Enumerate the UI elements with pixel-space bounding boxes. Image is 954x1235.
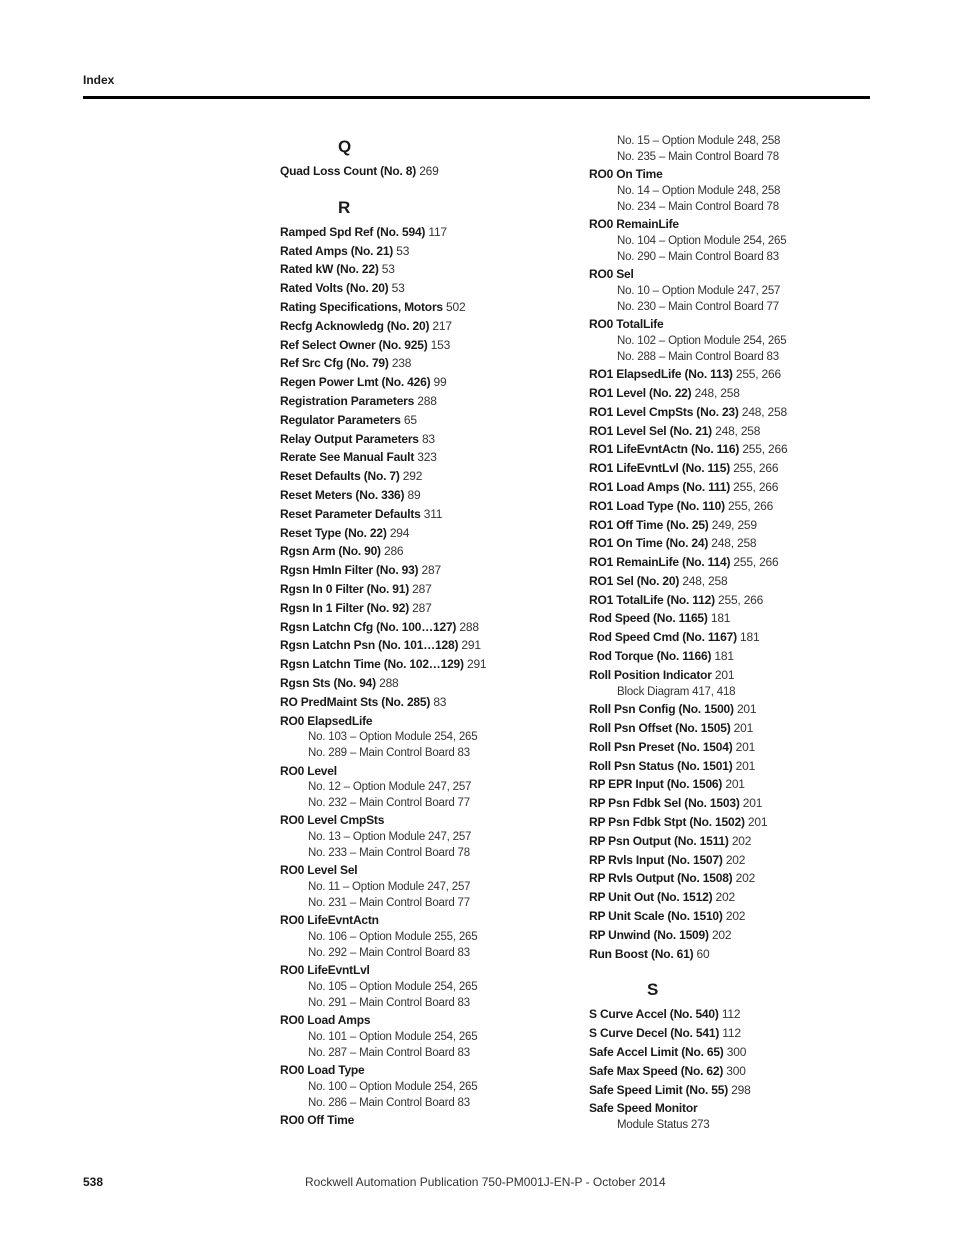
index-pages: 53 xyxy=(391,281,405,296)
index-pages: 248, 258 xyxy=(711,536,757,551)
letter-heading-q: Q xyxy=(338,137,352,156)
index-group xyxy=(589,315,879,365)
index-group xyxy=(280,1111,580,1130)
index-pages: 202 xyxy=(725,909,746,924)
index-subentry: No. 230 – Main Control Board 77 xyxy=(617,300,779,313)
index-entry xyxy=(280,542,580,561)
index-term: Recfg Acknowledg (No. 20) xyxy=(280,318,430,333)
index-subentry: No. 291 – Main Control Board 83 xyxy=(308,996,470,1009)
index-pages: 202 xyxy=(715,890,735,905)
index-entry xyxy=(280,674,580,693)
letter-heading-r: R xyxy=(338,197,351,217)
index-subentry: No. 106 – Option Module 255, 265 xyxy=(308,931,478,944)
index-entry xyxy=(280,467,580,486)
ro0-groups xyxy=(589,134,879,365)
index-group xyxy=(589,134,879,165)
index-entry xyxy=(280,242,580,261)
index-pages: 112 xyxy=(721,1007,741,1022)
index-pages: 292 xyxy=(402,469,423,484)
index-column-right xyxy=(589,134,879,1134)
index-entry xyxy=(280,655,580,674)
index-term: S Curve Accel (No. 540) xyxy=(589,1007,719,1022)
index-term: Roll Psn Status (No. 1501) xyxy=(589,758,733,773)
index-term: RP Psn Output (No. 1511) xyxy=(589,833,729,848)
index-pages: 287 xyxy=(421,563,441,578)
index-entry xyxy=(280,279,580,298)
index-entry xyxy=(280,1111,580,1130)
ro1-entries xyxy=(589,365,879,685)
index-term: Roll Psn Preset (No. 1504) xyxy=(589,739,733,754)
index-entry xyxy=(280,354,580,373)
index-pages: 201 xyxy=(735,758,756,773)
index-group xyxy=(280,861,580,911)
index-term: Reset Type (No. 22) xyxy=(280,525,387,540)
index-entry xyxy=(280,336,580,355)
index-term: Quad Loss Count (No. 8) xyxy=(280,164,417,178)
index-term: RO0 Sel xyxy=(589,267,634,282)
index-subentry: No. 14 – Option Module 248, 258 xyxy=(617,184,781,197)
index-term: Rgsn HmIn Filter (No. 93) xyxy=(280,563,419,578)
index-term: Rgsn In 1 Filter (No. 92) xyxy=(280,600,410,615)
index-entry xyxy=(280,762,580,781)
index-term: RO1 Off Time (No. 25) xyxy=(589,517,709,532)
s-entries xyxy=(589,1005,879,1118)
letter-heading-s: S xyxy=(647,980,659,1000)
index-pages: 300 xyxy=(726,1063,746,1078)
index-entry xyxy=(589,757,879,776)
index-entry xyxy=(280,712,580,731)
index-entry xyxy=(589,591,879,610)
publication-info: Rockwell Automation Publication 750-PM001J-EN-P - October 2014 xyxy=(305,1175,666,1189)
index-entry xyxy=(280,961,580,980)
index-group xyxy=(280,911,580,961)
index-term: RO1 Load Amps (No. 111) xyxy=(589,479,730,494)
index-term: RO1 Level Sel (No. 21) xyxy=(589,423,712,438)
index-pages: 238 xyxy=(391,356,412,371)
index-term: RO1 Sel (No. 20) xyxy=(589,573,680,588)
index-subentry: No. 100 – Option Module 254, 265 xyxy=(308,1081,478,1094)
index-pages: 181 xyxy=(714,649,734,664)
index-subentry: No. 231 – Main Control Board 77 xyxy=(308,896,470,909)
index-term: RP Unit Scale (No. 1510) xyxy=(589,909,723,924)
index-term: RO0 ElapsedLife xyxy=(280,713,373,728)
index-entry xyxy=(589,738,879,757)
index-pages: 181 xyxy=(740,630,760,645)
index-pages: 117 xyxy=(428,224,447,239)
index-entry xyxy=(589,907,879,926)
index-pages: 288 xyxy=(459,619,479,634)
index-subentry: No. 104 – Option Module 254, 265 xyxy=(617,234,787,247)
index-term: RO0 Level Sel xyxy=(280,863,358,878)
index-term: RO0 TotalLife xyxy=(589,317,664,332)
index-entry xyxy=(280,636,580,655)
index-entry xyxy=(280,1061,580,1080)
index-term: RO1 Level (No. 22) xyxy=(589,385,692,400)
index-term: Rated Volts (No. 20) xyxy=(280,281,389,296)
index-pages: 255, 266 xyxy=(718,592,764,607)
index-term: Rating Specifications, Motors xyxy=(280,299,443,314)
index-term: Rgsn Arm (No. 90) xyxy=(280,544,381,559)
index-pages: 248, 258 xyxy=(682,573,728,588)
index-term: Relay Output Parameters xyxy=(280,431,419,446)
index-pages: 255, 266 xyxy=(742,442,788,457)
index-term: Reset Meters (No. 336) xyxy=(280,487,405,502)
index-pages: 60 xyxy=(696,946,710,961)
index-group xyxy=(589,215,879,265)
index-pages: 269 xyxy=(419,164,439,178)
index-entry xyxy=(280,162,580,181)
index-subentry: No. 103 – Option Module 254, 265 xyxy=(308,731,478,744)
index-entry xyxy=(589,315,879,334)
index-pages: 53 xyxy=(396,243,410,258)
index-group xyxy=(280,712,580,762)
index-entry xyxy=(280,811,580,830)
index-pages: 201 xyxy=(747,815,768,830)
index-entry xyxy=(589,851,879,870)
index-term: RP EPR Input (No. 1506) xyxy=(589,777,723,792)
index-pages: 112 xyxy=(722,1026,741,1041)
index-term: Rated Amps (No. 21) xyxy=(280,243,394,258)
index-term: Regen Power Lmt (No. 426) xyxy=(280,375,431,390)
header-rule xyxy=(83,96,870,99)
index-term: RO1 ElapsedLife (No. 113) xyxy=(589,367,733,382)
index-pages: 288 xyxy=(417,393,437,408)
index-entry xyxy=(589,1024,879,1043)
index-entry xyxy=(280,693,580,712)
index-pages: 202 xyxy=(711,927,732,942)
index-term: Reset Parameter Defaults xyxy=(280,506,421,521)
index-term: Roll Psn Offset (No. 1505) xyxy=(589,721,731,736)
index-term: Roll Psn Config (No. 1500) xyxy=(589,702,734,717)
index-entry xyxy=(589,775,879,794)
index-pages: 201 xyxy=(725,777,745,792)
index-entry xyxy=(589,647,879,666)
index-entry xyxy=(589,459,879,478)
index-term: Reset Defaults (No. 7) xyxy=(280,469,400,484)
index-subentry: No. 232 – Main Control Board 77 xyxy=(308,796,470,809)
index-term: RO1 Level CmpSts (No. 23) xyxy=(589,404,739,419)
index-entry xyxy=(589,365,879,384)
index-pages: 294 xyxy=(389,525,410,540)
index-pages: 255, 266 xyxy=(728,498,774,513)
index-subentry: No. 289 – Main Control Board 83 xyxy=(308,746,470,759)
section-header: Index xyxy=(83,73,115,87)
index-pages: 255, 266 xyxy=(733,479,779,494)
index-entry xyxy=(589,666,879,685)
index-term: S Curve Decel (No. 541) xyxy=(589,1026,720,1041)
index-entry xyxy=(589,478,879,497)
index-subentry: No. 233 – Main Control Board 78 xyxy=(308,846,470,859)
index-term: RO1 LifeEvntLvl (No. 115) xyxy=(589,461,731,476)
index-term: RO0 Level xyxy=(280,763,337,778)
index-term: RO PredMaint Sts (No. 285) xyxy=(280,694,431,709)
index-term: RO1 Load Type (No. 110) xyxy=(589,498,725,513)
index-pages: 217 xyxy=(432,318,452,333)
index-term: RP Rvls Output (No. 1508) xyxy=(589,871,733,886)
index-entry xyxy=(280,317,580,336)
index-term: RO0 On Time xyxy=(589,167,663,182)
index-pages: 201 xyxy=(735,739,756,754)
index-term: RO1 LifeEvntActn (No. 116) xyxy=(589,442,740,457)
index-term: RP Unwind (No. 1509) xyxy=(589,927,709,942)
index-subentry: No. 10 – Option Module 247, 257 xyxy=(617,284,781,297)
index-pages: 202 xyxy=(731,833,752,848)
index-term: RO0 LifeEvntActn xyxy=(280,913,379,928)
index-pages: 255, 266 xyxy=(735,367,781,382)
index-term: RO1 RemainLife (No. 114) xyxy=(589,555,731,570)
index-term: RO0 Load Amps xyxy=(280,1013,371,1028)
index-group xyxy=(280,762,580,812)
index-term: Ramped Spd Ref (No. 594) xyxy=(280,224,426,239)
index-subentry: No. 12 – Option Module 247, 257 xyxy=(308,781,472,794)
index-term: Roll Position Indicator xyxy=(589,667,712,682)
index-term: Rod Speed Cmd (No. 1167) xyxy=(589,630,737,645)
q-entries xyxy=(280,162,580,181)
index-pages: 255, 266 xyxy=(733,461,779,476)
index-pages: 291 xyxy=(466,657,487,672)
index-pages: 288 xyxy=(379,675,399,690)
index-pages: 248, 258 xyxy=(694,385,740,400)
index-entry xyxy=(589,440,879,459)
index-pages: 202 xyxy=(735,871,756,886)
index-term: RO0 LifeEvntLvl xyxy=(280,963,370,978)
index-entry xyxy=(589,572,879,591)
index-term: RO0 Load Type xyxy=(280,1063,365,1078)
index-entry xyxy=(589,497,879,516)
index-pages: 255, 266 xyxy=(733,555,779,570)
index-term: RP Unit Out (No. 1512) xyxy=(589,890,713,905)
index-pages: 291 xyxy=(461,638,481,653)
index-entry xyxy=(589,215,879,234)
index-pages: 201 xyxy=(733,721,754,736)
index-entry xyxy=(589,832,879,851)
index-group xyxy=(280,1011,580,1061)
index-term: Ref Src Cfg (No. 79) xyxy=(280,356,389,371)
index-entry xyxy=(280,486,580,505)
index-subentry: No. 234 – Main Control Board 78 xyxy=(617,200,779,213)
index-subentry: No. 286 – Main Control Board 83 xyxy=(308,1096,470,1109)
index-term: Registration Parameters xyxy=(280,393,415,408)
index-entry xyxy=(280,1011,580,1030)
index-term: Safe Speed Monitor xyxy=(589,1101,698,1116)
r-entries xyxy=(280,223,580,712)
index-pages: 65 xyxy=(403,412,417,427)
index-term: Rgsn Latchn Psn (No. 101…128) xyxy=(280,638,459,653)
index-entry xyxy=(280,599,580,618)
index-pages: 248, 258 xyxy=(741,404,787,419)
index-entry xyxy=(280,298,580,317)
index-subentry: No. 287 – Main Control Board 83 xyxy=(308,1046,470,1059)
index-subentry: No. 101 – Option Module 254, 265 xyxy=(308,1031,478,1044)
index-term: RO0 RemainLife xyxy=(589,217,679,232)
index-pages: 53 xyxy=(381,262,395,277)
index-entry xyxy=(280,911,580,930)
index-pages: 201 xyxy=(736,702,757,717)
index-entry xyxy=(589,516,879,535)
index-pages: 181 xyxy=(710,611,731,626)
roll-position-sub: Block Diagram 417, 418 xyxy=(617,685,736,698)
index-pages: 286 xyxy=(383,544,404,559)
index-entry xyxy=(589,888,879,907)
index-pages: 287 xyxy=(412,581,432,596)
index-pages: 83 xyxy=(421,431,435,446)
index-entry xyxy=(589,813,879,832)
index-subentry: No. 235 – Main Control Board 78 xyxy=(617,150,779,163)
index-column-left xyxy=(280,134,580,1130)
index-term: Rgsn Sts (No. 94) xyxy=(280,675,376,690)
index-term: RO0 Level CmpSts xyxy=(280,813,385,828)
index-term: Rerate See Manual Fault xyxy=(280,450,415,465)
r-groups xyxy=(280,712,580,1131)
index-entry xyxy=(589,1099,879,1118)
index-term: Safe Speed Limit (No. 55) xyxy=(589,1082,729,1097)
index-entry xyxy=(280,505,580,524)
index-entry xyxy=(280,861,580,880)
index-entry xyxy=(280,411,580,430)
index-pages: 202 xyxy=(725,852,746,867)
index-entry xyxy=(589,869,879,888)
index-subentry: No. 13 – Option Module 247, 257 xyxy=(308,831,472,844)
index-pages: 153 xyxy=(430,337,451,352)
index-entry xyxy=(589,719,879,738)
index-entry xyxy=(280,392,580,411)
index-entry xyxy=(280,561,580,580)
index-term: Rod Torque (No. 1166) xyxy=(589,649,712,664)
index-term: RP Psn Fdbk Sel (No. 1503) xyxy=(589,796,740,811)
index-pages: 201 xyxy=(714,667,735,682)
index-term: Safe Max Speed (No. 62) xyxy=(589,1063,724,1078)
index-pages: 248, 258 xyxy=(715,423,761,438)
index-entry xyxy=(589,265,879,284)
index-pages: 287 xyxy=(412,600,432,615)
index-term: RO1 On Time (No. 24) xyxy=(589,536,709,551)
index-subentry: No. 288 – Main Control Board 83 xyxy=(617,350,779,363)
index-term: RO0 Off Time xyxy=(280,1113,355,1128)
index-subentry: No. 292 – Main Control Board 83 xyxy=(308,946,470,959)
safe-speed-sub: Module Status 273 xyxy=(617,1119,710,1132)
index-entry xyxy=(589,165,879,184)
index-entry xyxy=(280,430,580,449)
index-entry xyxy=(280,524,580,543)
page-number: 538 xyxy=(83,1175,104,1189)
index-entry xyxy=(589,384,879,403)
index-group xyxy=(280,961,580,1011)
index-term: Rgsn Latchn Cfg (No. 100…127) xyxy=(280,619,457,634)
index-pages: 89 xyxy=(407,487,421,502)
index-pages: 249, 259 xyxy=(711,517,757,532)
index-group xyxy=(589,265,879,315)
index-entry xyxy=(589,926,879,945)
index-pages: 502 xyxy=(446,299,466,314)
index-entry xyxy=(280,448,580,467)
index-term: Rgsn Latchn Time (No. 102…129) xyxy=(280,657,464,672)
index-entry xyxy=(589,403,879,422)
index-subentry: No. 290 – Main Control Board 83 xyxy=(617,250,779,263)
index-pages: 311 xyxy=(423,506,443,521)
index-entry xyxy=(589,945,879,964)
index-term: Run Boost (No. 61) xyxy=(589,946,694,961)
index-entry xyxy=(589,794,879,813)
index-subentry: No. 15 – Option Module 248, 258 xyxy=(617,135,781,147)
index-subentry: No. 105 – Option Module 254, 265 xyxy=(308,981,478,994)
index-subentry: No. 11 – Option Module 247, 257 xyxy=(308,881,471,894)
index-entry xyxy=(589,1062,879,1081)
index-entry xyxy=(280,223,580,242)
index-group xyxy=(589,165,879,215)
index-term: Rgsn In 0 Filter (No. 91) xyxy=(280,581,410,596)
index-pages: 99 xyxy=(433,375,447,390)
index-term: Rated kW (No. 22) xyxy=(280,262,379,277)
index-entry xyxy=(280,373,580,392)
index-pages: 323 xyxy=(417,450,437,465)
roll-entries xyxy=(589,700,879,963)
index-term: Rod Speed (No. 1165) xyxy=(589,611,708,626)
index-entry xyxy=(280,260,580,279)
index-term: RP Rvls Input (No. 1507) xyxy=(589,852,723,867)
index-entry xyxy=(589,609,879,628)
index-pages: 201 xyxy=(742,796,763,811)
index-entry xyxy=(280,618,580,637)
index-term: Regulator Parameters xyxy=(280,412,401,427)
index-entry xyxy=(589,628,879,647)
index-group xyxy=(280,811,580,861)
index-entry xyxy=(280,580,580,599)
index-entry xyxy=(589,1081,879,1100)
index-entry xyxy=(589,700,879,719)
index-pages: 300 xyxy=(726,1045,747,1060)
index-entry xyxy=(589,422,879,441)
index-term: RP Psn Fdbk Stpt (No. 1502) xyxy=(589,815,745,830)
index-group xyxy=(280,1061,580,1111)
index-subentry: No. 102 – Option Module 254, 265 xyxy=(617,334,787,347)
index-term: Ref Select Owner (No. 925) xyxy=(280,337,428,352)
index-pages: 298 xyxy=(731,1082,751,1097)
index-entry xyxy=(589,1043,879,1062)
index-entry xyxy=(589,553,879,572)
index-entry xyxy=(589,1005,879,1024)
index-entry xyxy=(589,534,879,553)
index-pages: 83 xyxy=(433,694,447,709)
index-term: RO1 TotalLife (No. 112) xyxy=(589,592,715,607)
index-term: Safe Accel Limit (No. 65) xyxy=(589,1045,724,1060)
